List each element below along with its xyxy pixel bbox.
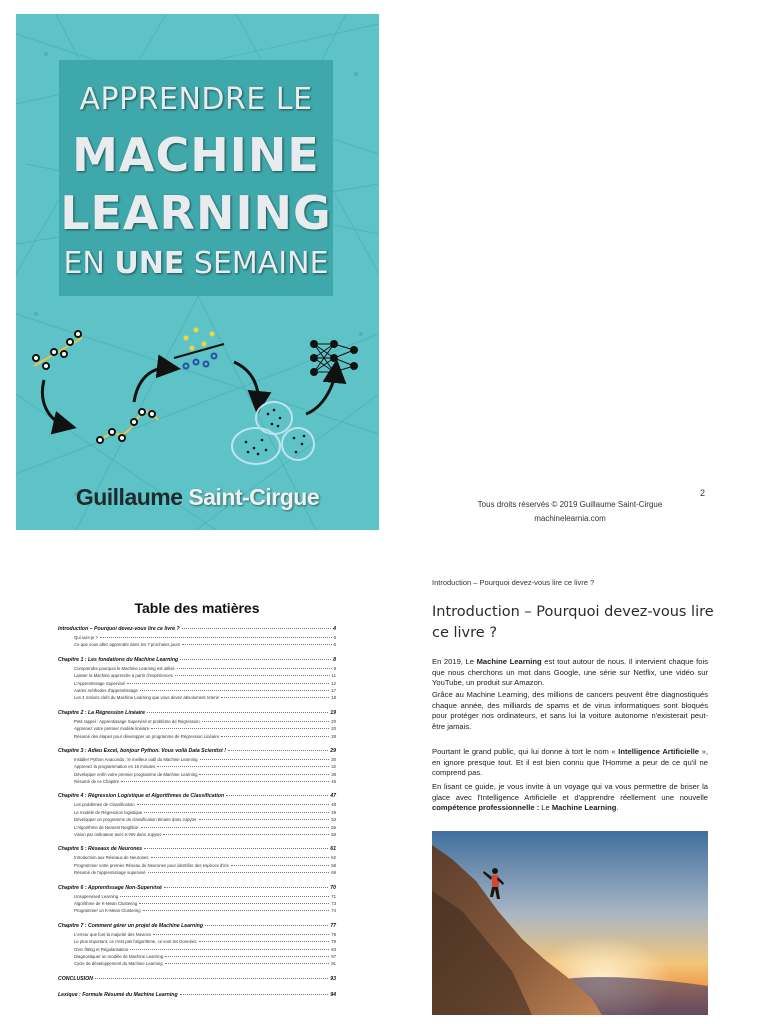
toc-section-entry[interactable] xyxy=(58,666,336,673)
toc-section-title: L'Algorithme de Nearest Neighbor xyxy=(74,824,139,830)
toc-leader-dots xyxy=(165,956,329,957)
toc-chapter-title: Chapitre 3 : Adieu Excel, bonjour Python. Vous voilà Data Scientist ! xyxy=(58,747,226,754)
toc-section-entry[interactable] xyxy=(58,642,336,649)
toc-section-entry[interactable] xyxy=(58,825,336,832)
toc-section-title: Résumé des étapes pour développer un programme de Régression Linéaire xyxy=(74,733,219,739)
toc-section-page: 17 xyxy=(331,687,336,693)
toc-section-title: Développer enfin votre premier programme de Machine Learning xyxy=(74,771,198,777)
toc-section-entry[interactable] xyxy=(58,908,336,915)
toc-section-entry[interactable] xyxy=(58,855,336,862)
author-first-name: Guillaume xyxy=(75,484,183,510)
toc-chapter-entry[interactable] xyxy=(58,793,336,802)
toc-section-title: L'erreur que font la majorité des Novices xyxy=(74,931,152,937)
toc-leader-dots xyxy=(144,848,328,849)
toc-section-title: Vision par ordinateur avec K-NN dans Jupyter xyxy=(74,832,162,838)
toc-chapter-page: 8 xyxy=(333,656,336,663)
toc-body xyxy=(58,626,336,1001)
p3-text-a: Pourtant le grand public, qui lui donne à tort le nom « xyxy=(432,747,619,756)
toc-leader-dots xyxy=(199,774,329,775)
toc-section-title: Introduction aux Réseaux de Neurones xyxy=(74,855,149,861)
toc-section-entry[interactable] xyxy=(58,947,336,954)
cover-title-line-2: MACHINE xyxy=(72,128,320,182)
toc-leader-dots xyxy=(200,759,330,760)
toc-section-page: 18 xyxy=(331,695,336,701)
toc-section-title: Cycle de développement du Machine Learning xyxy=(74,961,163,967)
intro-title: Introduction – Pourquoi devez-vous lire ce livre ? xyxy=(432,604,714,641)
toc-title: Table des matières xyxy=(134,600,260,616)
toc-chapter-block xyxy=(58,710,336,741)
toc-chapter-entry[interactable] xyxy=(58,626,336,635)
toc-section-title: L'Apprentissage Supervisé xyxy=(74,680,125,686)
toc-leader-dots xyxy=(182,628,331,629)
toc-leader-dots xyxy=(221,736,329,737)
toc-section-title: Algorithme de K-Mean Clustering xyxy=(74,900,138,906)
toc-section-entry[interactable] xyxy=(58,954,336,961)
toc-chapter-title: Chapitre 4 : Régression Logistique et Algorithmes de Classification xyxy=(58,793,225,800)
toc-section-page: 68 xyxy=(331,862,336,868)
toc-section-page: 62 xyxy=(331,855,336,861)
toc-leader-dots xyxy=(140,690,329,691)
toc-chapter-entry[interactable] xyxy=(58,710,336,719)
toc-section-entry[interactable] xyxy=(58,764,336,771)
toc-section-entry[interactable] xyxy=(58,734,336,741)
toc-leader-dots xyxy=(144,812,329,813)
toc-leader-dots xyxy=(151,728,329,729)
toc-leader-dots xyxy=(205,925,328,926)
toc-chapter-page: 93 xyxy=(330,975,336,982)
toc-chapter-title: Chapitre 1 : Les fondations du Machine Learning xyxy=(58,656,179,663)
intro-paragraph-1 xyxy=(432,657,708,689)
toc-section-entry[interactable] xyxy=(58,673,336,680)
toc-chapter-block xyxy=(58,748,336,787)
toc-section-page: 78 xyxy=(331,931,336,937)
toc-leader-dots xyxy=(127,683,329,684)
cover-title-en: EN xyxy=(63,246,105,281)
toc-chapter-page: 61 xyxy=(330,846,336,853)
toc-leader-dots xyxy=(180,659,331,660)
toc-chapter-title: Chapitre 6 : Apprentissage Non-Supervisé xyxy=(58,884,162,891)
toc-section-page: 91 xyxy=(331,961,336,967)
toc-chapter-entry[interactable] xyxy=(58,923,336,932)
toc-section-title: Diagnostiquer un modèle de Machine Learning xyxy=(74,953,164,959)
curve-fit-icon xyxy=(97,409,158,444)
toc-leader-dots xyxy=(153,934,329,935)
toc-section-title: Programmer un K-Mean Clustering xyxy=(74,908,141,914)
toc-leader-dots xyxy=(121,781,329,782)
toc-chapter-title: Chapitre 2 : La Régression Linéaire xyxy=(58,709,146,716)
intro-paragraph-2: Grâce au Machine Learning, des millions de cancers peuvent être diagnostiqués chaque année, des milliards de spams et de virus informatiques sont bloqués pour protéger nos ordinateurs, et sans lui la voiture autonome n'existerait peut-être jamais. xyxy=(432,690,708,731)
toc-leader-dots xyxy=(137,804,330,805)
toc-section-title: Installer Python Anaconda : le meilleur outil du Machine Learning xyxy=(74,756,198,762)
p1-text-a: En 2019, Le xyxy=(432,657,477,666)
toc-leader-dots xyxy=(231,865,330,866)
toc-section-title: Laisser la Machine apprendre à partir d'expériences xyxy=(74,673,173,679)
book-cover xyxy=(16,14,379,530)
toc-section-page: 30 xyxy=(331,756,336,762)
toc-section-entry[interactable] xyxy=(58,863,336,870)
toc-chapter-entry[interactable] xyxy=(58,657,336,666)
copyright-notice: Tous droits réservés © 2019 Guillaume Saint-Cirgue xyxy=(477,500,663,509)
toc-section-page: 11 xyxy=(331,673,336,679)
p4-bold-2: Machine Learning xyxy=(551,803,617,813)
author-last-name: Saint-Cirgue xyxy=(188,484,320,510)
toc-chapter-entry[interactable] xyxy=(58,992,336,1001)
toc-section-page: 87 xyxy=(331,953,336,959)
toc-section-title: Programmer votre premier Réseau de Neurones pour identifier des espèces d'iris xyxy=(74,862,229,868)
page-number: 2 xyxy=(700,488,706,498)
toc-chapter-entry[interactable] xyxy=(58,976,336,985)
toc-leader-dots xyxy=(228,750,328,751)
toc-chapter-entry[interactable] xyxy=(58,885,336,894)
toc-section-entry[interactable] xyxy=(58,802,336,809)
toc-section-entry[interactable] xyxy=(58,817,336,824)
toc-chapter-block xyxy=(58,923,336,969)
toc-leader-dots xyxy=(95,978,328,979)
toc-leader-dots xyxy=(139,903,329,904)
toc-chapter-page: 94 xyxy=(330,991,336,998)
toc-leader-dots xyxy=(199,941,330,942)
toc-section-page: 6 xyxy=(333,642,336,648)
toc-section-page: 74 xyxy=(331,908,336,914)
toc-section-entry[interactable] xyxy=(58,719,336,726)
cover-title-line-3: LEARNING xyxy=(60,186,332,240)
p3-text-c: », en ignore presque tout. Et il est bien connu que l'Homme a peur de ce qu'il ne comprend pas. xyxy=(432,747,708,778)
toc-section-page: 32 xyxy=(331,764,336,770)
toc-leader-dots xyxy=(180,994,329,995)
classification-icon xyxy=(174,328,224,369)
toc-chapter-block xyxy=(58,976,336,985)
toc-section-entry[interactable] xyxy=(58,681,336,688)
toc-section-title: Les problèmes de Classification xyxy=(74,802,135,808)
toc-leader-dots xyxy=(199,819,330,820)
toc-section-entry[interactable] xyxy=(58,939,336,946)
toc-section-title: Qui suis-je ? xyxy=(74,635,98,640)
toc-chapter-block xyxy=(58,846,336,877)
cover-author xyxy=(16,484,379,511)
toc-leader-dots xyxy=(143,910,330,911)
toc-chapter-page: 19 xyxy=(330,709,336,716)
toc-leader-dots xyxy=(141,827,330,828)
neural-network-icon xyxy=(310,340,358,376)
toc-chapter-page: 47 xyxy=(330,793,336,800)
toc-section-entry[interactable] xyxy=(58,695,336,702)
toc-section-title: Apprenez votre premier modèle linéaire xyxy=(74,726,150,732)
toc-chapter-title: CONCLUSION xyxy=(58,975,93,982)
copyright-block xyxy=(430,498,710,526)
toc-section-page: 38 xyxy=(331,771,336,777)
toc-section-page: 79 xyxy=(331,939,336,945)
toc-section-entry[interactable] xyxy=(58,688,336,695)
p4-bold-1: compétence professionnelle : xyxy=(432,803,540,813)
toc-section-entry[interactable] xyxy=(58,894,336,901)
toc-chapter-block xyxy=(58,626,336,650)
table-of-contents xyxy=(58,600,336,1008)
toc-section-entry[interactable] xyxy=(58,810,336,817)
cover-title-box xyxy=(59,60,333,296)
toc-section-title: Résumé de l'apprentissage supervisé xyxy=(74,870,146,876)
climber-sunset-photo xyxy=(432,831,708,1015)
toc-section-entry[interactable] xyxy=(58,870,336,877)
toc-chapter-block xyxy=(58,885,336,916)
toc-section-entry[interactable] xyxy=(58,779,336,786)
toc-section-title: Petit rappel : Apprentissage Supervisé et problème de Régression xyxy=(74,718,200,724)
toc-leader-dots xyxy=(147,712,328,713)
p1-bold: Machine Learning xyxy=(476,657,542,666)
toc-leader-dots xyxy=(151,857,330,858)
toc-section-title: Unsupervised Learning xyxy=(74,893,119,899)
toc-leader-dots xyxy=(177,668,332,669)
toc-section-entry[interactable] xyxy=(58,961,336,968)
toc-chapter-page: 77 xyxy=(330,922,336,929)
toc-chapter-title: Introduction – Pourquoi devez-vous lire ce livre ? xyxy=(58,626,180,632)
toc-section-page: 48 xyxy=(331,802,336,808)
toc-chapter-title: Chapitre 7 : Comment gérer un projet de Machine Learning xyxy=(58,922,203,929)
toc-section-title: Le plus important, ce n'est pas l'algorithme, ce sont les Données xyxy=(74,939,197,945)
toc-chapter-page: 4 xyxy=(333,626,336,632)
cover-title-line-1: APPRENDRE LE xyxy=(79,82,313,117)
toc-leader-dots xyxy=(120,896,329,897)
toc-section-title: Les 4 notions clefs du Machine Learning que vous devez absolument retenir xyxy=(74,695,219,701)
p4-text-c: Le xyxy=(539,803,552,813)
toc-leader-dots xyxy=(130,949,329,950)
cover-title-une: UNE xyxy=(114,246,185,281)
toc-chapter-page: 29 xyxy=(330,747,336,754)
toc-section-page: 58 xyxy=(331,832,336,838)
toc-section-entry[interactable] xyxy=(58,832,336,839)
toc-section-page: 53 xyxy=(331,817,336,823)
toc-section-page: 46 xyxy=(331,779,336,785)
toc-section-page: 6 xyxy=(333,635,336,640)
toc-leader-dots xyxy=(182,644,332,645)
toc-section-title: Apprenez la programmation en 15 minutes xyxy=(74,764,156,770)
clustering-icon xyxy=(232,402,314,464)
toc-leader-dots xyxy=(163,834,329,835)
toc-section-title: Over fitting et Régularisation xyxy=(74,946,129,952)
p4-text-a: En lisant ce guide, je vous invite à un voyage qui va vous permettre de briser la glace avec l'Intelligence Artificielle et d'apprendre réellement une nouvelle xyxy=(432,782,708,802)
intro-paragraph-4 xyxy=(432,782,708,814)
toc-section-entry[interactable] xyxy=(58,757,336,764)
toc-section-page: 49 xyxy=(331,809,336,815)
toc-leader-dots xyxy=(226,795,328,796)
toc-section-page: 20 xyxy=(331,718,336,724)
toc-section-page: 20 xyxy=(331,726,336,732)
toc-section-page: 73 xyxy=(331,900,336,906)
toc-leader-dots xyxy=(165,963,330,964)
toc-section-entry[interactable] xyxy=(58,726,336,733)
p1-text-c: est tout autour de nous. Il intervient chaque fois que nous cherchons un mot dans Google, une série sur Netflix, une vidéo sur YouTube, un produit sur Amazon. xyxy=(432,657,708,688)
toc-chapter-entry[interactable] xyxy=(58,748,336,757)
toc-leader-dots xyxy=(202,721,330,722)
toc-section-title: Autres méthodes d'apprentissage xyxy=(74,687,138,693)
website-link[interactable]: machinelearnia.com xyxy=(534,514,606,523)
toc-section-title: Résumé de ce Chapitre xyxy=(74,779,120,785)
toc-section-page: 9 xyxy=(333,665,336,671)
running-header: Introduction – Pourquoi devez-vous lire ce livre ? xyxy=(432,578,595,587)
toc-leader-dots xyxy=(221,697,329,698)
toc-section-page: 28 xyxy=(331,733,336,739)
toc-section-page: 69 xyxy=(331,870,336,876)
cover-title-line-4 xyxy=(59,246,333,281)
toc-section-page: 83 xyxy=(331,946,336,952)
toc-chapter-title: Chapitre 5 : Réseaux de Neurones xyxy=(58,846,143,853)
toc-chapter-block xyxy=(58,657,336,703)
toc-section-title: Ce que vous allez apprendre dans les 7 prochains jours xyxy=(74,642,181,648)
p4-text-e: . xyxy=(616,803,619,813)
toc-section-title: Le modèle de Régression logistique xyxy=(74,809,143,815)
cover-title-semaine: SEMAINE xyxy=(193,246,329,281)
toc-leader-dots xyxy=(164,887,328,888)
toc-section-title: Comprendre pourquoi le Machine Learning est utilisé xyxy=(74,665,175,671)
toc-section-title: Développer un programme de classification binaire dans Jupyter xyxy=(74,817,197,823)
toc-section-page: 71 xyxy=(331,893,336,899)
toc-section-entry[interactable] xyxy=(58,901,336,908)
intro-paragraph-3 xyxy=(432,747,708,779)
toc-chapter-entry[interactable] xyxy=(58,846,336,855)
toc-section-page: 55 xyxy=(331,824,336,830)
toc-leader-dots xyxy=(148,872,330,873)
toc-chapter-title: Lexique : Formule Résumé du Machine Learning xyxy=(58,991,178,998)
toc-chapter-block xyxy=(58,992,336,1001)
cover-ml-illustration xyxy=(16,314,379,484)
p3-bold: Intelligence Artificielle xyxy=(618,747,700,756)
toc-chapter-block xyxy=(58,793,336,839)
toc-section-page: 12 xyxy=(331,680,336,686)
regression-dots-icon xyxy=(33,331,82,369)
toc-chapter-page: 70 xyxy=(330,884,336,891)
toc-section-entry[interactable] xyxy=(58,635,336,642)
toc-leader-dots xyxy=(175,675,330,676)
toc-leader-dots xyxy=(100,637,332,638)
toc-section-entry[interactable] xyxy=(58,932,336,939)
toc-leader-dots xyxy=(157,766,329,767)
toc-section-entry[interactable] xyxy=(58,772,336,779)
